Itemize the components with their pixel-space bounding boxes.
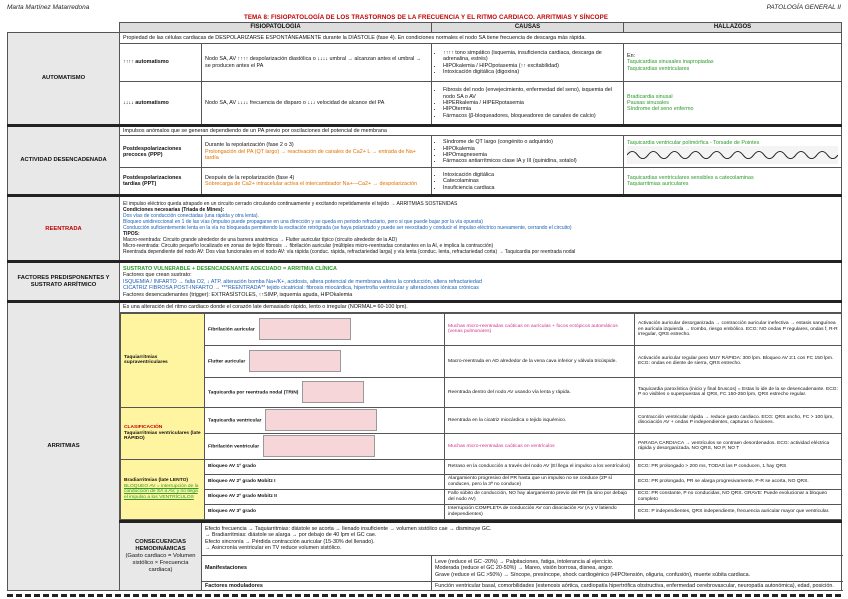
- finding-item: Síndrome del seno enfermo: [627, 106, 694, 113]
- classification-table: [120, 313, 842, 520]
- cause-item: • Fármacos antiarrítmicos clase IA y III (quinidina, sotalol): [443, 158, 620, 164]
- automatismo-up-mech: Nodo SA, AV ↑↑↑↑ despolarización diastólica o ↓↓↓↓ umbral → alcanzan antes el umbral → se producen antes el PA: [202, 44, 432, 82]
- cause-item: • ↑↑↑↑ tono simpático (isquemia, insuficiencia cardiaca, descarga de adrenalina, estrés): [443, 50, 620, 63]
- arritmia-name: Bloqueo AV 2º grado Mobitz II: [205, 489, 445, 504]
- ecg-strip-image: [302, 381, 364, 403]
- automatismo-down-causes: [432, 82, 624, 126]
- arritmia-name: Bloqueo AV 2º grado Mobitz I: [205, 474, 445, 489]
- col-fisiopatologia: FISIOPATOLOGÍA: [120, 23, 432, 33]
- cause-item: • HIPOtermia: [443, 106, 620, 112]
- manifestaciones-label: Manifestaciones: [202, 555, 432, 581]
- automatismo-down-label: ↓↓↓↓ automatismo: [120, 82, 202, 126]
- factores-line: CICATRIZ FIBROSA POST-INFARTO → ***REENTRADA** tejido cicatricial: fibrosis miocárdica, hipertrofia ventricular y alteraciones iónicas crónicas: [123, 285, 479, 292]
- course-name: PATOLOGÍA GENERAL II: [766, 4, 841, 11]
- reentrada-body: [120, 196, 842, 262]
- reentrada-types-title: TIPOS:: [123, 230, 140, 237]
- manif-item: Moderada (reduce el GC 20-50%) → Mareo, visión borrosa, disnea, angor.: [435, 565, 614, 572]
- arritmia-cause: Retraso en la conducción a través del nodo AV (El llega el impulso a los ventrículos): [445, 459, 635, 474]
- factores-line: Factores que crean sustrato:: [123, 272, 192, 279]
- automatismo-down-findings: [624, 82, 842, 126]
- section-arritmias: ARRITMIAS: [8, 302, 120, 591]
- section-actividad: ACTIVIDAD DESENCADENADA: [8, 126, 120, 196]
- bottom-dashed-divider: [7, 594, 841, 597]
- finding-item: En:: [627, 53, 636, 60]
- actividad-intro: Impulsos anómalos que se generan dependiendo de un PA previo por oscilaciones del potencial de membrana: [120, 126, 842, 136]
- cause-item: • HIPOkalemia / HIPOpotasemia (↑↑ excitabilidad): [443, 63, 620, 69]
- actividad-precoz-row: [8, 136, 842, 168]
- ecg-strip-image: [259, 318, 351, 340]
- mech-item: Después de la repolarización (fase 4): [205, 175, 295, 182]
- factores-line: SUSTRATO VULNERABLE + DESENCADENANTE ADECUADO = ARRITMIA CLÍNICA: [123, 266, 337, 273]
- actividad-tardia-mech: [202, 168, 432, 196]
- cause-item: • Intoxicación digitálica: [443, 172, 620, 178]
- manif-item: Leve (reduce el GC -20%) → Palpitaciones, fatiga, intolerancia al ejercicio.: [435, 558, 614, 565]
- moduladores-body: Función ventricular basal, comorbilidades (estenosis aórtica, cardiopatía hipertrófica obstructiva, enfermedad cerebrovascular, neuropatía autonómica), edad, posición.: [432, 581, 842, 590]
- automatismo-down-row: [8, 82, 842, 126]
- ecg-strip-image: [249, 350, 341, 372]
- arritmia-cause: Muchas micro-reentradas caóticas en ventrículos: [445, 433, 635, 459]
- col-causas: CAUSAS: [432, 23, 624, 33]
- cause-item: • HIPOkalemia: [443, 146, 620, 152]
- arritmia-finding: ECG: PR prolongado > 200 ms, TODAS las P conducen, 1 hay QRS: [635, 459, 842, 474]
- automatismo-up-causes: [432, 44, 624, 82]
- finding-item: Taquicardias sinusales inapropiadas: [627, 59, 714, 66]
- section-reentrada: REENTRADA: [8, 196, 120, 262]
- arritmia-finding: ECG: P independientes, QRS independiente, frecuencia auricular mayor que ventricular.: [635, 504, 842, 519]
- manifestaciones-body: [432, 555, 842, 581]
- arritmia-name: Fibrilación auricular: [205, 313, 445, 345]
- brady-group: Bradiarritmias (late LENTO) BLOQUEO AV = interrupción de la conducción de SA a AV, y no llega el impulso a los VENTRÍCULOS: [121, 459, 205, 519]
- arritmia-cause: Fallo súbito de conducción, NO hay alargamiento previo del PR (la sino por debajo del nodo AV): [445, 489, 635, 504]
- arritmia-cause: Interrupción COMPLETA de conducción AV con disociación AV (A y V latiendo independientes): [445, 504, 635, 519]
- effect-line: → Asincronía ventricular en TV reduce volumen sistólico.: [205, 545, 342, 552]
- torsade-ecg-image: [627, 146, 838, 164]
- finding-item: Taquiarritmias auriculares: [627, 181, 689, 188]
- arritmia-cause: Reentrada dentro del nodo AV usando vía lenta y rápida.: [445, 377, 635, 407]
- effect-line: Efecto frecuencia → Taquiarritmias: diástole se acorta → llenado insuficiente → volumen sistólico cae → disminuye GC.: [205, 526, 492, 533]
- arritmia-name: Taquicardia por reentrada nodal (TRIN): [205, 377, 445, 407]
- manif-item: Grave (reduce el GC >50%) → Síncope, presíncope, shock cardiogénico (HIPOtensión, oliguria, confusión), muerte súbita cardiaca.: [435, 571, 751, 578]
- arritmia-name: Flutter auricular: [205, 345, 445, 377]
- reentrada-type: Macro-reentrada: Circuito grande alrededor de una barrera anatómica → Flutter auricular típico (circuito alrededor de la AD): [123, 236, 398, 243]
- cause-item: • Síndrome de QT largo (congénito o adquirido): [443, 139, 620, 145]
- arritmia-name: Taquicardia ventricular: [205, 407, 445, 433]
- arritmia-finding: ECG: PR prolongado, PR se alarga progresivamente, P-R se acorta, NO QRS.: [635, 474, 842, 489]
- arritmias-intro-row: [8, 302, 842, 312]
- reentrada-intro: El impulso eléctrico queda atrapado en un circuito cerrado circulando continuamente y excitando repetidamente el tejido → ARRITMIAS SOSTENIDAS: [123, 201, 458, 208]
- actividad-tardia-findings: [624, 168, 842, 196]
- cause-item: • Insuficiencia cardiaca: [443, 185, 620, 191]
- actividad-tardia-label: Postdespolarizaciones tardías (PPT): [120, 168, 202, 196]
- supra-group: Taquiarritmias supraventriculares: [121, 313, 205, 407]
- actividad-precoz-findings: [624, 136, 842, 168]
- arritmia-finding: PARADA CARDIACA → ventrículos se contraen desordenados. ECG: actividad eléctrica rápida y desorganizada, NO QRS, NO P, NO T: [635, 433, 842, 459]
- reentrada-type: Reentrada dependiente del nodo AV: Dos vías funcionales en el nodo AV: vía rápida (conduc. rápida, refractariedad larga) y vía lenta (conduc. lenta, refractariedad corta) → Taquicardia por reentrada nodal: [123, 248, 576, 255]
- actividad-precoz-causes: [432, 136, 624, 168]
- consecuencias-note: (Gasto cardiaco = Volumen sistólico × Frecuencia cardiaca): [125, 553, 196, 573]
- effect-line: Efecto sincronía → Pérdida contracción auricular (15-30% del llenado).: [205, 538, 375, 545]
- clasificacion-label: CLASIFICACIÓN: [124, 424, 163, 430]
- section-factores: FACTORES PREDISPONENTES Y SUSTRATO ARRÍTMICO: [8, 262, 120, 302]
- col-hallazgos: HALLAZGOS: [624, 23, 842, 33]
- automatismo-intro: Propiedad de las células cardiacas de DESPOLARIZARSE ESPONTÁNEAMENTE durante la DIÁSTOLE (fase 4). En condiciones normales el nodo SA tiene frecuencia de descarga más rápida.: [120, 33, 842, 44]
- factores-line: Factores desencadenantes (trigger): EXTRASÍSTOLES, ↑↑SIMP, isquemia aguda, HIPOkalemia: [123, 291, 353, 298]
- reentrada-row: [8, 196, 842, 262]
- cause-item: • Intoxicación digitálica (digoxina): [443, 69, 620, 75]
- consecuencias-effects: [202, 521, 842, 555]
- arritmia-cause: Alargamiento progresivo del PR hasta que un impulso no se conduce (2P sí conducen, pero la 3ª no conduce): [445, 474, 635, 489]
- factores-line: ISQUEMIA / INFARTO → falta O2, ↓ ATP, alteración bomba Na+/K+, acidosis, altera potencial de membrana altera la conducción, altera refractariedad: [123, 278, 482, 285]
- arritmia-name: Bloqueo AV 1º grado: [205, 459, 445, 474]
- moduladores-label: Factores moduladores: [202, 581, 432, 590]
- cause-item: • Catecolaminas: [443, 178, 620, 184]
- finding-item: Taquicardia ventricular polimórfica - Torsade de Pointes: [627, 139, 760, 146]
- actividad-intro-row: [8, 126, 842, 136]
- actividad-tardia-row: [8, 168, 842, 196]
- cause-item: • Fármacos (β-bloqueadores, bloqueadores de canales de calcio): [443, 113, 620, 119]
- automatismo-intro-row: [8, 33, 842, 44]
- cause-item: • HIPERkalemia / HIPERpotasemia: [443, 100, 620, 106]
- actividad-precoz-mech: [202, 136, 432, 168]
- finding-item: Pausas sinusales: [627, 99, 669, 106]
- summary-table: [7, 22, 842, 591]
- mech-item: Sobrecarga de Ca2+ intracelular activa el intercambiador Na+—Ca2+ → despolarización: [205, 181, 417, 188]
- factores-row: [8, 262, 842, 302]
- automatismo-up-findings: [624, 44, 842, 82]
- arritmia-finding: ECG: PR constante, P no conducidas, NO QRS. GRAVE: Puede evolucionar a bloqueo completo: [635, 489, 842, 504]
- automatismo-up-row: [8, 44, 842, 82]
- arritmia-finding: Activación auricular regular pero MUY RÁPIDA: 300 lpm. Bloqueo AV 2:1 con FC 150 lpm. ECG: ondas en diente de sierra, QRS estrecho.: [635, 345, 842, 377]
- arritmia-finding: Contracción ventricular rápida → reduce gasto cardiaco. ECG: QRS ancho, FC > 100 lpm, disociación AV + ondas P independientes, capturas o fusiones.: [635, 407, 842, 433]
- arritmias-intro: Es una alteración del ritmo cardiaco donde el corazón late demasiado rápido, lento o irregular (NORMAL= 60-100 lpm).: [120, 302, 842, 312]
- ventr-group: CLASIFICACIÓN Taquiarritmias ventriculares (late RÁPIDO): [121, 407, 205, 459]
- automatismo-down-mech: Nodo SA, AV ↓↓↓↓ frecuencia de disparo o ↓↓↓ velocidad de alcance del PA: [202, 82, 432, 126]
- arritmia-cause: Muchas micro-reentradas caóticas en aurículas + focos ectópicos automáticos (venas pulmonares): [445, 313, 635, 345]
- ecg-strip-image: [265, 409, 377, 431]
- bloqueo-av-note: BLOQUEO AV = interrupción de la conducción de SA a AV, y no llega el impulso a los VENTRÍCULOS: [124, 483, 199, 500]
- reentrada-type: Micro-reentrada: Circuito pequeño localizado en zonas de tejido fibrosis → fibrilación auricular (múltiples micro-reentradas constantes en la AI, e implica la contracción): [123, 242, 494, 249]
- factores-body: [120, 262, 842, 302]
- reentrada-conditions-title: Condiciones necesarias (Triada de Mines):: [123, 207, 225, 214]
- arritmia-cause: Reentrada en la cicatriz miocárdica o tejido isquémico.: [445, 407, 635, 433]
- actividad-precoz-label: Postdespolarizaciones precoces (PPP): [120, 136, 202, 168]
- ecg-strip-image: [263, 435, 375, 457]
- cause-item: • HIPOmagnesemia: [443, 152, 620, 158]
- arritmia-finding: Taquicardia paroxística (inicio y final bruscos) = Estas lo ide de la se desencadenante. ECG: P no visibles o superpuestas al QRS, FC 150-250 lpm, QRS estrecho regular.: [635, 377, 842, 407]
- arritmia-finding: Activación auricular desorganizada → contracción auricular inefectiva → estasis sanguínea en aurícula izquierda → trombo, riesgo embólico. ECG: NO ondas P regulares, ondas f, R-R irregular, QRS estrecho.: [635, 313, 842, 345]
- mech-item: Prolongación del PA (QT largo) → reactivación de canales de Ca2+ L → entrada de Na+ tardía: [205, 148, 416, 162]
- finding-item: Taquicardias ventriculares sensibles a catecolaminas: [627, 175, 754, 182]
- finding-item: Bradicardia sinusal: [627, 93, 673, 100]
- page-title: TEMA 8: FISIOPATOLOGÍA DE LOS TRASTORNOS DE LA FRECUENCIA Y EL RITMO CARDIACO. ARRITMIAS Y SÍNCOPE: [243, 14, 609, 21]
- reentrada-condition: Conducción suficientemente lenta en la vía no bloqueada permitiendo la excitación retrógrada (se haya polarizado y puede ser reexcitado y conducir el impulso eléctrico nuevamente, cerrando el circuito): [123, 225, 572, 231]
- mech-item: Durante la repolarización (fase 2 o 3): [205, 142, 294, 149]
- arritmias-classification-row: [8, 312, 842, 521]
- automatismo-up-label: ↑↑↑↑ automatismo: [120, 44, 202, 82]
- actividad-tardia-causes: [432, 168, 624, 196]
- reentrada-condition: Bloqueo unidireccional en 1 de las vías (impulso puede propagarse en una dirección y se queda en periodo refractario, pero si que puede bajar por la vía opuesta): [123, 219, 483, 226]
- arritmia-name: Fibrilación ventricular: [205, 433, 445, 459]
- consecuencias-row: [8, 521, 842, 555]
- arritmia-name: Bloqueo AV 3º grado: [205, 504, 445, 519]
- effect-line: → Bradiarritmias: diástole se alarga → por debajo de 40 lpm el GC cae.: [205, 532, 377, 539]
- finding-item: Taquicardias ventriculares: [627, 65, 690, 72]
- arritmia-cause: Macro-reentrada en AD alrededor de la vena cava inferior y válvula tricúspide.: [445, 345, 635, 377]
- section-automatismo: AUTOMATISMO: [8, 33, 120, 126]
- section-consecuencias: CONSECUENCIAS HEMODINÁMICAS (Gasto cardiaco = Volumen sistólico × Frecuencia cardiaca): [120, 521, 202, 590]
- author-name: Marta Martínez Matarredona: [7, 4, 90, 11]
- column-header-row: [8, 23, 842, 33]
- reentrada-condition: Dos vías de conducción conectadas (una rápida y otra lenta).: [123, 213, 259, 220]
- cause-item: • Fibrosis del nodo (envejecimiento, enfermedad del seno), isquemia del nodo SA o AV: [443, 87, 620, 100]
